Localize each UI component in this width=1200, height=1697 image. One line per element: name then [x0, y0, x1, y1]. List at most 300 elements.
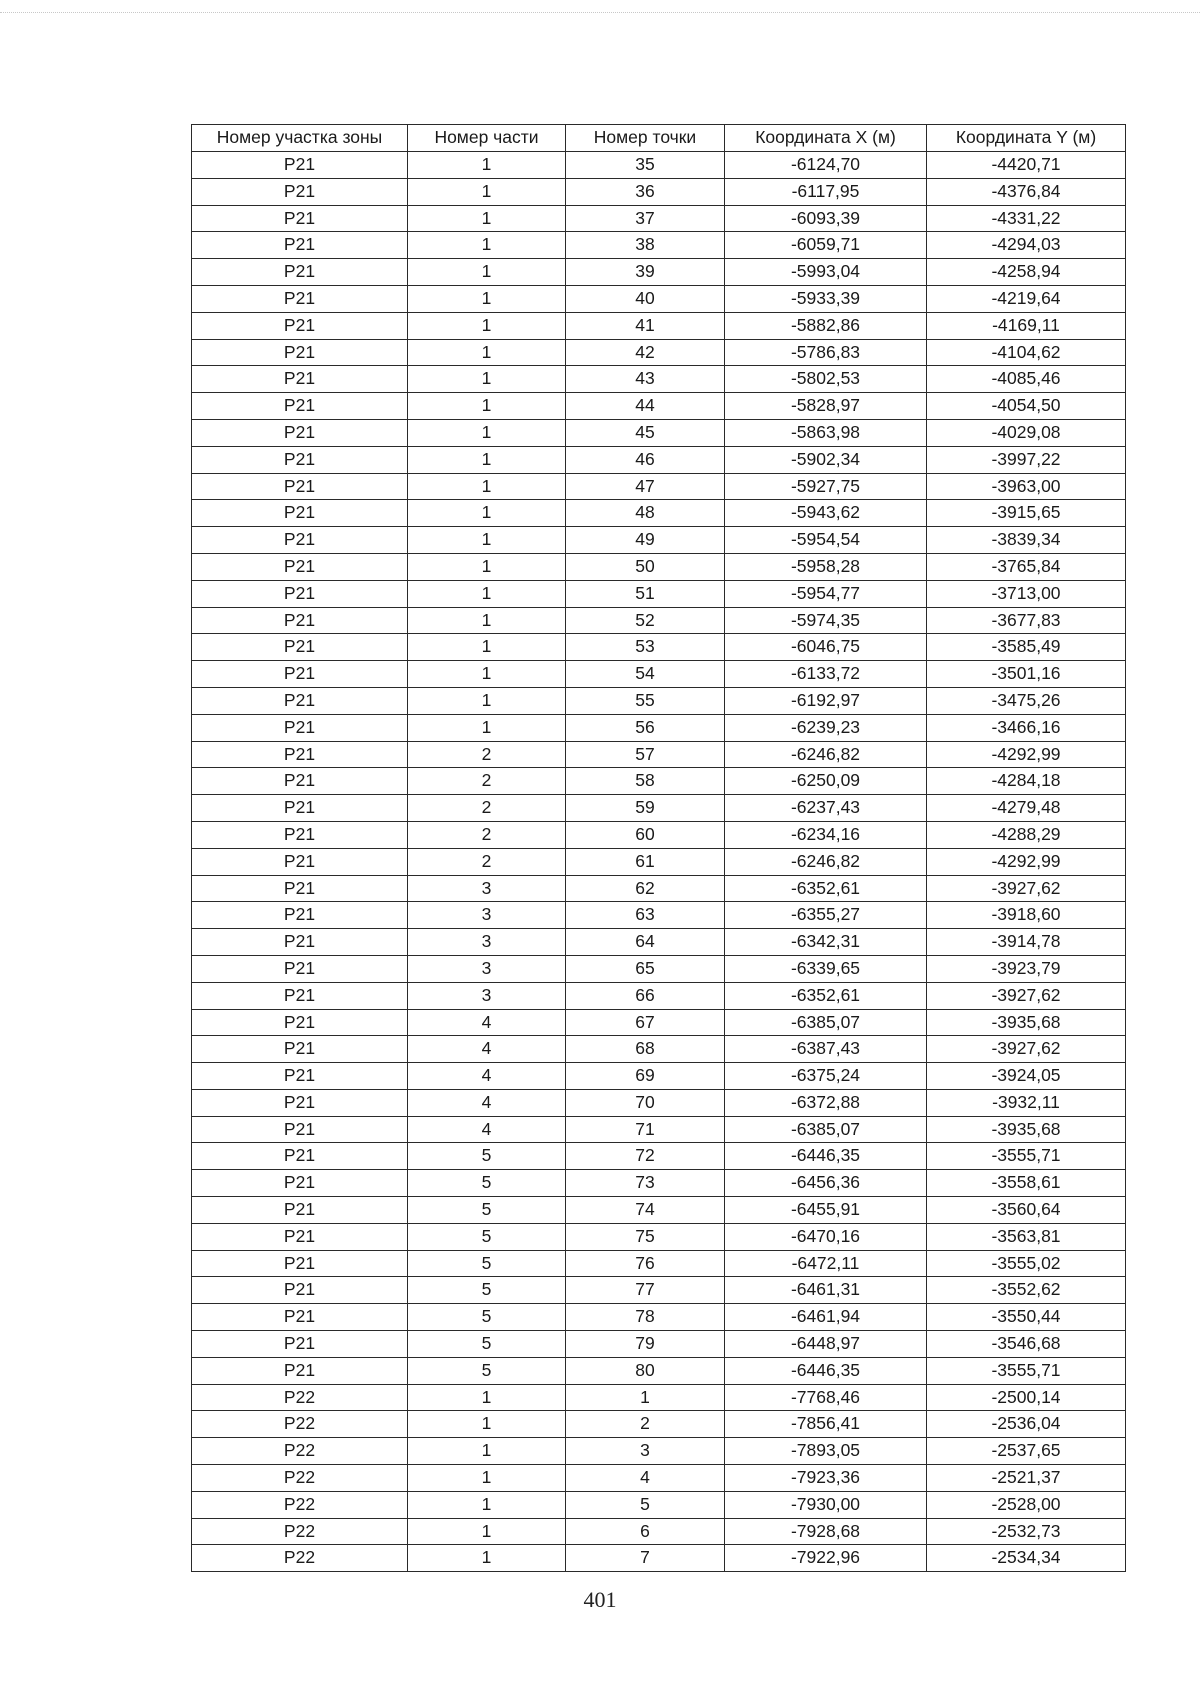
cell-coordinate-y: -3963,00 [927, 473, 1126, 500]
cell-part-number: 5 [408, 1143, 566, 1170]
cell-zone-plot-number: P21 [192, 1331, 408, 1358]
cell-zone-plot-number: P21 [192, 205, 408, 232]
coordinates-table [191, 124, 1126, 1572]
cell-zone-plot-number: P21 [192, 312, 408, 339]
table-row [192, 741, 1126, 768]
cell-part-number: 1 [408, 1411, 566, 1438]
table-row [192, 205, 1126, 232]
cell-coordinate-x: -5927,75 [725, 473, 927, 500]
cell-zone-plot-number: P21 [192, 1089, 408, 1116]
cell-part-number: 1 [408, 1438, 566, 1465]
cell-coordinate-x: -6342,31 [725, 929, 927, 956]
cell-part-number: 4 [408, 1063, 566, 1090]
cell-point-number: 53 [566, 634, 725, 661]
cell-coordinate-y: -4279,48 [927, 795, 1126, 822]
cell-part-number: 4 [408, 1089, 566, 1116]
cell-point-number: 52 [566, 607, 725, 634]
table-body [192, 152, 1126, 1572]
table-row [192, 955, 1126, 982]
table-row [192, 1384, 1126, 1411]
cell-coordinate-y: -3935,68 [927, 1009, 1126, 1036]
table-row [192, 1143, 1126, 1170]
cell-coordinate-x: -6352,61 [725, 982, 927, 1009]
cell-point-number: 48 [566, 500, 725, 527]
table-row [192, 1116, 1126, 1143]
cell-part-number: 1 [408, 661, 566, 688]
cell-point-number: 79 [566, 1331, 725, 1358]
cell-point-number: 5 [566, 1491, 725, 1518]
cell-point-number: 38 [566, 232, 725, 259]
cell-coordinate-y: -4294,03 [927, 232, 1126, 259]
cell-coordinate-y: -2528,00 [927, 1491, 1126, 1518]
cell-coordinate-y: -2534,34 [927, 1545, 1126, 1572]
cell-point-number: 39 [566, 259, 725, 286]
cell-part-number: 3 [408, 955, 566, 982]
cell-zone-plot-number: P21 [192, 741, 408, 768]
table-row [192, 821, 1126, 848]
cell-point-number: 36 [566, 178, 725, 205]
cell-coordinate-y: -4104,62 [927, 339, 1126, 366]
cell-point-number: 40 [566, 285, 725, 312]
table-row [192, 1357, 1126, 1384]
cell-point-number: 80 [566, 1357, 725, 1384]
cell-zone-plot-number: P21 [192, 1250, 408, 1277]
cell-coordinate-x: -5933,39 [725, 285, 927, 312]
cell-zone-plot-number: P21 [192, 339, 408, 366]
cell-part-number: 2 [408, 741, 566, 768]
cell-zone-plot-number: P21 [192, 1116, 408, 1143]
cell-coordinate-y: -2537,65 [927, 1438, 1126, 1465]
cell-zone-plot-number: P21 [192, 366, 408, 393]
table-row [192, 687, 1126, 714]
cell-part-number: 1 [408, 580, 566, 607]
cell-coordinate-y: -3555,71 [927, 1357, 1126, 1384]
cell-coordinate-y: -4258,94 [927, 259, 1126, 286]
cell-point-number: 69 [566, 1063, 725, 1090]
cell-coordinate-x: -6461,94 [725, 1304, 927, 1331]
table-row [192, 1491, 1126, 1518]
cell-part-number: 1 [408, 1491, 566, 1518]
cell-part-number: 1 [408, 366, 566, 393]
table-row [192, 768, 1126, 795]
cell-point-number: 72 [566, 1143, 725, 1170]
cell-coordinate-x: -6385,07 [725, 1116, 927, 1143]
cell-point-number: 7 [566, 1545, 725, 1572]
table-row [192, 1304, 1126, 1331]
cell-zone-plot-number: P21 [192, 768, 408, 795]
cell-point-number: 68 [566, 1036, 725, 1063]
cell-coordinate-y: -3501,16 [927, 661, 1126, 688]
cell-coordinate-x: -6448,97 [725, 1331, 927, 1358]
cell-point-number: 66 [566, 982, 725, 1009]
table-row [192, 339, 1126, 366]
table-row [192, 1063, 1126, 1090]
cell-zone-plot-number: P21 [192, 1197, 408, 1224]
cell-coordinate-y: -3563,81 [927, 1223, 1126, 1250]
table-row [192, 1089, 1126, 1116]
table-row [192, 1277, 1126, 1304]
cell-zone-plot-number: P22 [192, 1384, 408, 1411]
cell-point-number: 62 [566, 875, 725, 902]
cell-point-number: 67 [566, 1009, 725, 1036]
cell-part-number: 5 [408, 1250, 566, 1277]
table-row [192, 232, 1126, 259]
cell-point-number: 56 [566, 714, 725, 741]
table-row [192, 795, 1126, 822]
cell-zone-plot-number: P21 [192, 687, 408, 714]
cell-part-number: 1 [408, 1518, 566, 1545]
header-point-number: Номер точки [566, 125, 725, 152]
cell-coordinate-y: -3765,84 [927, 553, 1126, 580]
cell-coordinate-y: -3918,60 [927, 902, 1126, 929]
cell-point-number: 71 [566, 1116, 725, 1143]
cell-part-number: 1 [408, 714, 566, 741]
cell-coordinate-x: -6385,07 [725, 1009, 927, 1036]
cell-part-number: 1 [408, 312, 566, 339]
cell-coordinate-x: -5902,34 [725, 446, 927, 473]
cell-coordinate-x: -5802,53 [725, 366, 927, 393]
cell-part-number: 4 [408, 1009, 566, 1036]
cell-point-number: 61 [566, 848, 725, 875]
cell-zone-plot-number: P21 [192, 1143, 408, 1170]
cell-coordinate-x: -6234,16 [725, 821, 927, 848]
cell-part-number: 1 [408, 1384, 566, 1411]
cell-coordinate-x: -6339,65 [725, 955, 927, 982]
cell-coordinate-x: -6192,97 [725, 687, 927, 714]
cell-part-number: 1 [408, 339, 566, 366]
cell-coordinate-y: -4420,71 [927, 152, 1126, 179]
cell-coordinate-x: -6237,43 [725, 795, 927, 822]
cell-zone-plot-number: P21 [192, 955, 408, 982]
cell-coordinate-y: -3555,71 [927, 1143, 1126, 1170]
cell-point-number: 47 [566, 473, 725, 500]
cell-coordinate-y: -2500,14 [927, 1384, 1126, 1411]
cell-part-number: 5 [408, 1331, 566, 1358]
cell-zone-plot-number: P21 [192, 982, 408, 1009]
cell-coordinate-y: -4284,18 [927, 768, 1126, 795]
cell-part-number: 1 [408, 687, 566, 714]
cell-zone-plot-number: P21 [192, 473, 408, 500]
table-row [192, 1250, 1126, 1277]
cell-coordinate-x: -5943,62 [725, 500, 927, 527]
cell-zone-plot-number: P21 [192, 446, 408, 473]
cell-point-number: 4 [566, 1465, 725, 1492]
cell-part-number: 1 [408, 634, 566, 661]
cell-coordinate-x: -6456,36 [725, 1170, 927, 1197]
cell-coordinate-x: -6093,39 [725, 205, 927, 232]
cell-point-number: 2 [566, 1411, 725, 1438]
cell-part-number: 1 [408, 527, 566, 554]
cell-coordinate-y: -3927,62 [927, 1036, 1126, 1063]
cell-point-number: 42 [566, 339, 725, 366]
cell-coordinate-y: -4292,99 [927, 848, 1126, 875]
cell-zone-plot-number: P22 [192, 1438, 408, 1465]
cell-coordinate-y: -3997,22 [927, 446, 1126, 473]
cell-point-number: 51 [566, 580, 725, 607]
cell-point-number: 73 [566, 1170, 725, 1197]
cell-coordinate-x: -6046,75 [725, 634, 927, 661]
table-row [192, 178, 1126, 205]
page-number: 401 [583, 1587, 617, 1612]
cell-zone-plot-number: P21 [192, 634, 408, 661]
cell-coordinate-y: -3923,79 [927, 955, 1126, 982]
cell-part-number: 1 [408, 1545, 566, 1572]
table-row [192, 1545, 1126, 1572]
cell-coordinate-y: -3935,68 [927, 1116, 1126, 1143]
cell-coordinate-x: -5993,04 [725, 259, 927, 286]
table-row [192, 1518, 1126, 1545]
cell-coordinate-y: -3932,11 [927, 1089, 1126, 1116]
cell-coordinate-x: -6133,72 [725, 661, 927, 688]
cell-part-number: 1 [408, 419, 566, 446]
cell-coordinate-y: -4219,64 [927, 285, 1126, 312]
table-row [192, 902, 1126, 929]
table-row [192, 500, 1126, 527]
cell-coordinate-x: -5863,98 [725, 419, 927, 446]
cell-zone-plot-number: P21 [192, 1063, 408, 1090]
cell-coordinate-y: -3546,68 [927, 1331, 1126, 1358]
cell-part-number: 1 [408, 152, 566, 179]
table-row [192, 929, 1126, 956]
table-header [192, 125, 1126, 152]
cell-coordinate-y: -3552,62 [927, 1277, 1126, 1304]
table-row [192, 1411, 1126, 1438]
table-row [192, 1438, 1126, 1465]
table-row [192, 982, 1126, 1009]
cell-coordinate-y: -4331,22 [927, 205, 1126, 232]
cell-coordinate-x: -5882,86 [725, 312, 927, 339]
cell-point-number: 3 [566, 1438, 725, 1465]
cell-coordinate-x: -6446,35 [725, 1143, 927, 1170]
cell-part-number: 5 [408, 1357, 566, 1384]
cell-point-number: 77 [566, 1277, 725, 1304]
table-row [192, 1223, 1126, 1250]
cell-point-number: 63 [566, 902, 725, 929]
cell-point-number: 70 [566, 1089, 725, 1116]
header-zone-plot-number: Номер участка зоны [192, 125, 408, 152]
cell-zone-plot-number: P21 [192, 902, 408, 929]
cell-part-number: 2 [408, 821, 566, 848]
cell-zone-plot-number: P21 [192, 821, 408, 848]
cell-part-number: 1 [408, 205, 566, 232]
cell-point-number: 78 [566, 1304, 725, 1331]
cell-part-number: 3 [408, 929, 566, 956]
cell-zone-plot-number: P21 [192, 795, 408, 822]
cell-part-number: 5 [408, 1277, 566, 1304]
table-row [192, 848, 1126, 875]
cell-part-number: 4 [408, 1036, 566, 1063]
cell-zone-plot-number: P22 [192, 1491, 408, 1518]
cell-zone-plot-number: P21 [192, 580, 408, 607]
cell-coordinate-y: -3927,62 [927, 982, 1126, 1009]
cell-coordinate-y: -4169,11 [927, 312, 1126, 339]
cell-part-number: 1 [408, 473, 566, 500]
cell-point-number: 46 [566, 446, 725, 473]
cell-part-number: 1 [408, 232, 566, 259]
cell-part-number: 3 [408, 875, 566, 902]
cell-coordinate-x: -6250,09 [725, 768, 927, 795]
cell-coordinate-x: -6355,27 [725, 902, 927, 929]
cell-coordinate-x: -6246,82 [725, 848, 927, 875]
table-row [192, 1036, 1126, 1063]
cell-coordinate-y: -2532,73 [927, 1518, 1126, 1545]
cell-part-number: 1 [408, 607, 566, 634]
table-row [192, 473, 1126, 500]
cell-coordinate-y: -3558,61 [927, 1170, 1126, 1197]
cell-part-number: 1 [408, 553, 566, 580]
cell-zone-plot-number: P21 [192, 527, 408, 554]
cell-coordinate-x: -5786,83 [725, 339, 927, 366]
cell-point-number: 75 [566, 1223, 725, 1250]
cell-point-number: 65 [566, 955, 725, 982]
cell-zone-plot-number: P21 [192, 929, 408, 956]
cell-coordinate-x: -6117,95 [725, 178, 927, 205]
cell-coordinate-x: -6387,43 [725, 1036, 927, 1063]
cell-coordinate-y: -3915,65 [927, 500, 1126, 527]
header-coordinate-y: Координата Y (м) [927, 125, 1126, 152]
cell-zone-plot-number: P21 [192, 1036, 408, 1063]
cell-coordinate-x: -6372,88 [725, 1089, 927, 1116]
cell-coordinate-x: -6124,70 [725, 152, 927, 179]
cell-zone-plot-number: P21 [192, 285, 408, 312]
cell-zone-plot-number: P21 [192, 1277, 408, 1304]
cell-coordinate-x: -7923,36 [725, 1465, 927, 1492]
cell-coordinate-x: -5974,35 [725, 607, 927, 634]
cell-coordinate-x: -6455,91 [725, 1197, 927, 1224]
cell-zone-plot-number: P21 [192, 500, 408, 527]
cell-point-number: 44 [566, 393, 725, 420]
cell-point-number: 58 [566, 768, 725, 795]
cell-zone-plot-number: P21 [192, 607, 408, 634]
table-row [192, 152, 1126, 179]
cell-part-number: 5 [408, 1304, 566, 1331]
cell-zone-plot-number: P21 [192, 1304, 408, 1331]
cell-coordinate-x: -7928,68 [725, 1518, 927, 1545]
cell-coordinate-x: -5954,54 [725, 527, 927, 554]
cell-zone-plot-number: P21 [192, 848, 408, 875]
cell-coordinate-x: -6059,71 [725, 232, 927, 259]
cell-coordinate-y: -3713,00 [927, 580, 1126, 607]
cell-coordinate-x: -6352,61 [725, 875, 927, 902]
table-row [192, 661, 1126, 688]
cell-zone-plot-number: P22 [192, 1465, 408, 1492]
cell-part-number: 5 [408, 1223, 566, 1250]
cell-coordinate-x: -6239,23 [725, 714, 927, 741]
cell-zone-plot-number: P21 [192, 1357, 408, 1384]
cell-point-number: 55 [566, 687, 725, 714]
cell-part-number: 5 [408, 1170, 566, 1197]
cell-point-number: 76 [566, 1250, 725, 1277]
table-row [192, 875, 1126, 902]
cell-point-number: 57 [566, 741, 725, 768]
cell-coordinate-y: -3560,64 [927, 1197, 1126, 1224]
table-row [192, 312, 1126, 339]
cell-zone-plot-number: P21 [192, 419, 408, 446]
cell-coordinate-x: -5958,28 [725, 553, 927, 580]
cell-part-number: 4 [408, 1116, 566, 1143]
cell-zone-plot-number: P21 [192, 259, 408, 286]
cell-point-number: 35 [566, 152, 725, 179]
cell-coordinate-x: -7893,05 [725, 1438, 927, 1465]
cell-coordinate-x: -7930,00 [725, 1491, 927, 1518]
cell-coordinate-y: -4029,08 [927, 419, 1126, 446]
cell-zone-plot-number: P21 [192, 1009, 408, 1036]
table-row [192, 607, 1126, 634]
table-row [192, 259, 1126, 286]
cell-coordinate-x: -6470,16 [725, 1223, 927, 1250]
cell-coordinate-x: -5954,77 [725, 580, 927, 607]
cell-part-number: 1 [408, 285, 566, 312]
cell-part-number: 1 [408, 393, 566, 420]
table-row [192, 1197, 1126, 1224]
cell-zone-plot-number: P21 [192, 714, 408, 741]
cell-point-number: 50 [566, 553, 725, 580]
cell-zone-plot-number: P22 [192, 1411, 408, 1438]
cell-point-number: 59 [566, 795, 725, 822]
table-row [192, 553, 1126, 580]
cell-part-number: 2 [408, 768, 566, 795]
cell-zone-plot-number: P21 [192, 178, 408, 205]
cell-coordinate-y: -4085,46 [927, 366, 1126, 393]
cell-point-number: 45 [566, 419, 725, 446]
cell-coordinate-y: -3677,83 [927, 607, 1126, 634]
cell-part-number: 1 [408, 446, 566, 473]
cell-part-number: 2 [408, 795, 566, 822]
cell-zone-plot-number: P21 [192, 1170, 408, 1197]
table-row [192, 393, 1126, 420]
cell-coordinate-y: -4376,84 [927, 178, 1126, 205]
cell-coordinate-y: -4292,99 [927, 741, 1126, 768]
cell-coordinate-x: -6246,82 [725, 741, 927, 768]
header-coordinate-x: Координата X (м) [725, 125, 927, 152]
cell-part-number: 3 [408, 982, 566, 1009]
cell-part-number: 1 [408, 259, 566, 286]
cell-point-number: 37 [566, 205, 725, 232]
table-row [192, 580, 1126, 607]
cell-zone-plot-number: P21 [192, 393, 408, 420]
cell-part-number: 1 [408, 500, 566, 527]
cell-coordinate-x: -7856,41 [725, 1411, 927, 1438]
table-row [192, 1009, 1126, 1036]
cell-point-number: 1 [566, 1384, 725, 1411]
table-row [192, 634, 1126, 661]
cell-zone-plot-number: P21 [192, 232, 408, 259]
cell-point-number: 64 [566, 929, 725, 956]
cell-point-number: 49 [566, 527, 725, 554]
cell-coordinate-y: -4288,29 [927, 821, 1126, 848]
table-row [192, 1170, 1126, 1197]
cell-point-number: 60 [566, 821, 725, 848]
cell-point-number: 43 [566, 366, 725, 393]
cell-coordinate-x: -6472,11 [725, 1250, 927, 1277]
table-row [192, 366, 1126, 393]
cell-coordinate-y: -3475,26 [927, 687, 1126, 714]
table-row [192, 1331, 1126, 1358]
scan-top-edge [0, 12, 1200, 13]
table-row [192, 527, 1126, 554]
cell-coordinate-x: -6446,35 [725, 1357, 927, 1384]
cell-coordinate-y: -3924,05 [927, 1063, 1126, 1090]
cell-coordinate-y: -4054,50 [927, 393, 1126, 420]
table-row [192, 714, 1126, 741]
table-row [192, 1465, 1126, 1492]
table-row [192, 419, 1126, 446]
cell-coordinate-x: -7768,46 [725, 1384, 927, 1411]
cell-coordinate-y: -3585,49 [927, 634, 1126, 661]
cell-coordinate-x: -5828,97 [725, 393, 927, 420]
cell-zone-plot-number: P21 [192, 661, 408, 688]
header-part-number: Номер части [408, 125, 566, 152]
